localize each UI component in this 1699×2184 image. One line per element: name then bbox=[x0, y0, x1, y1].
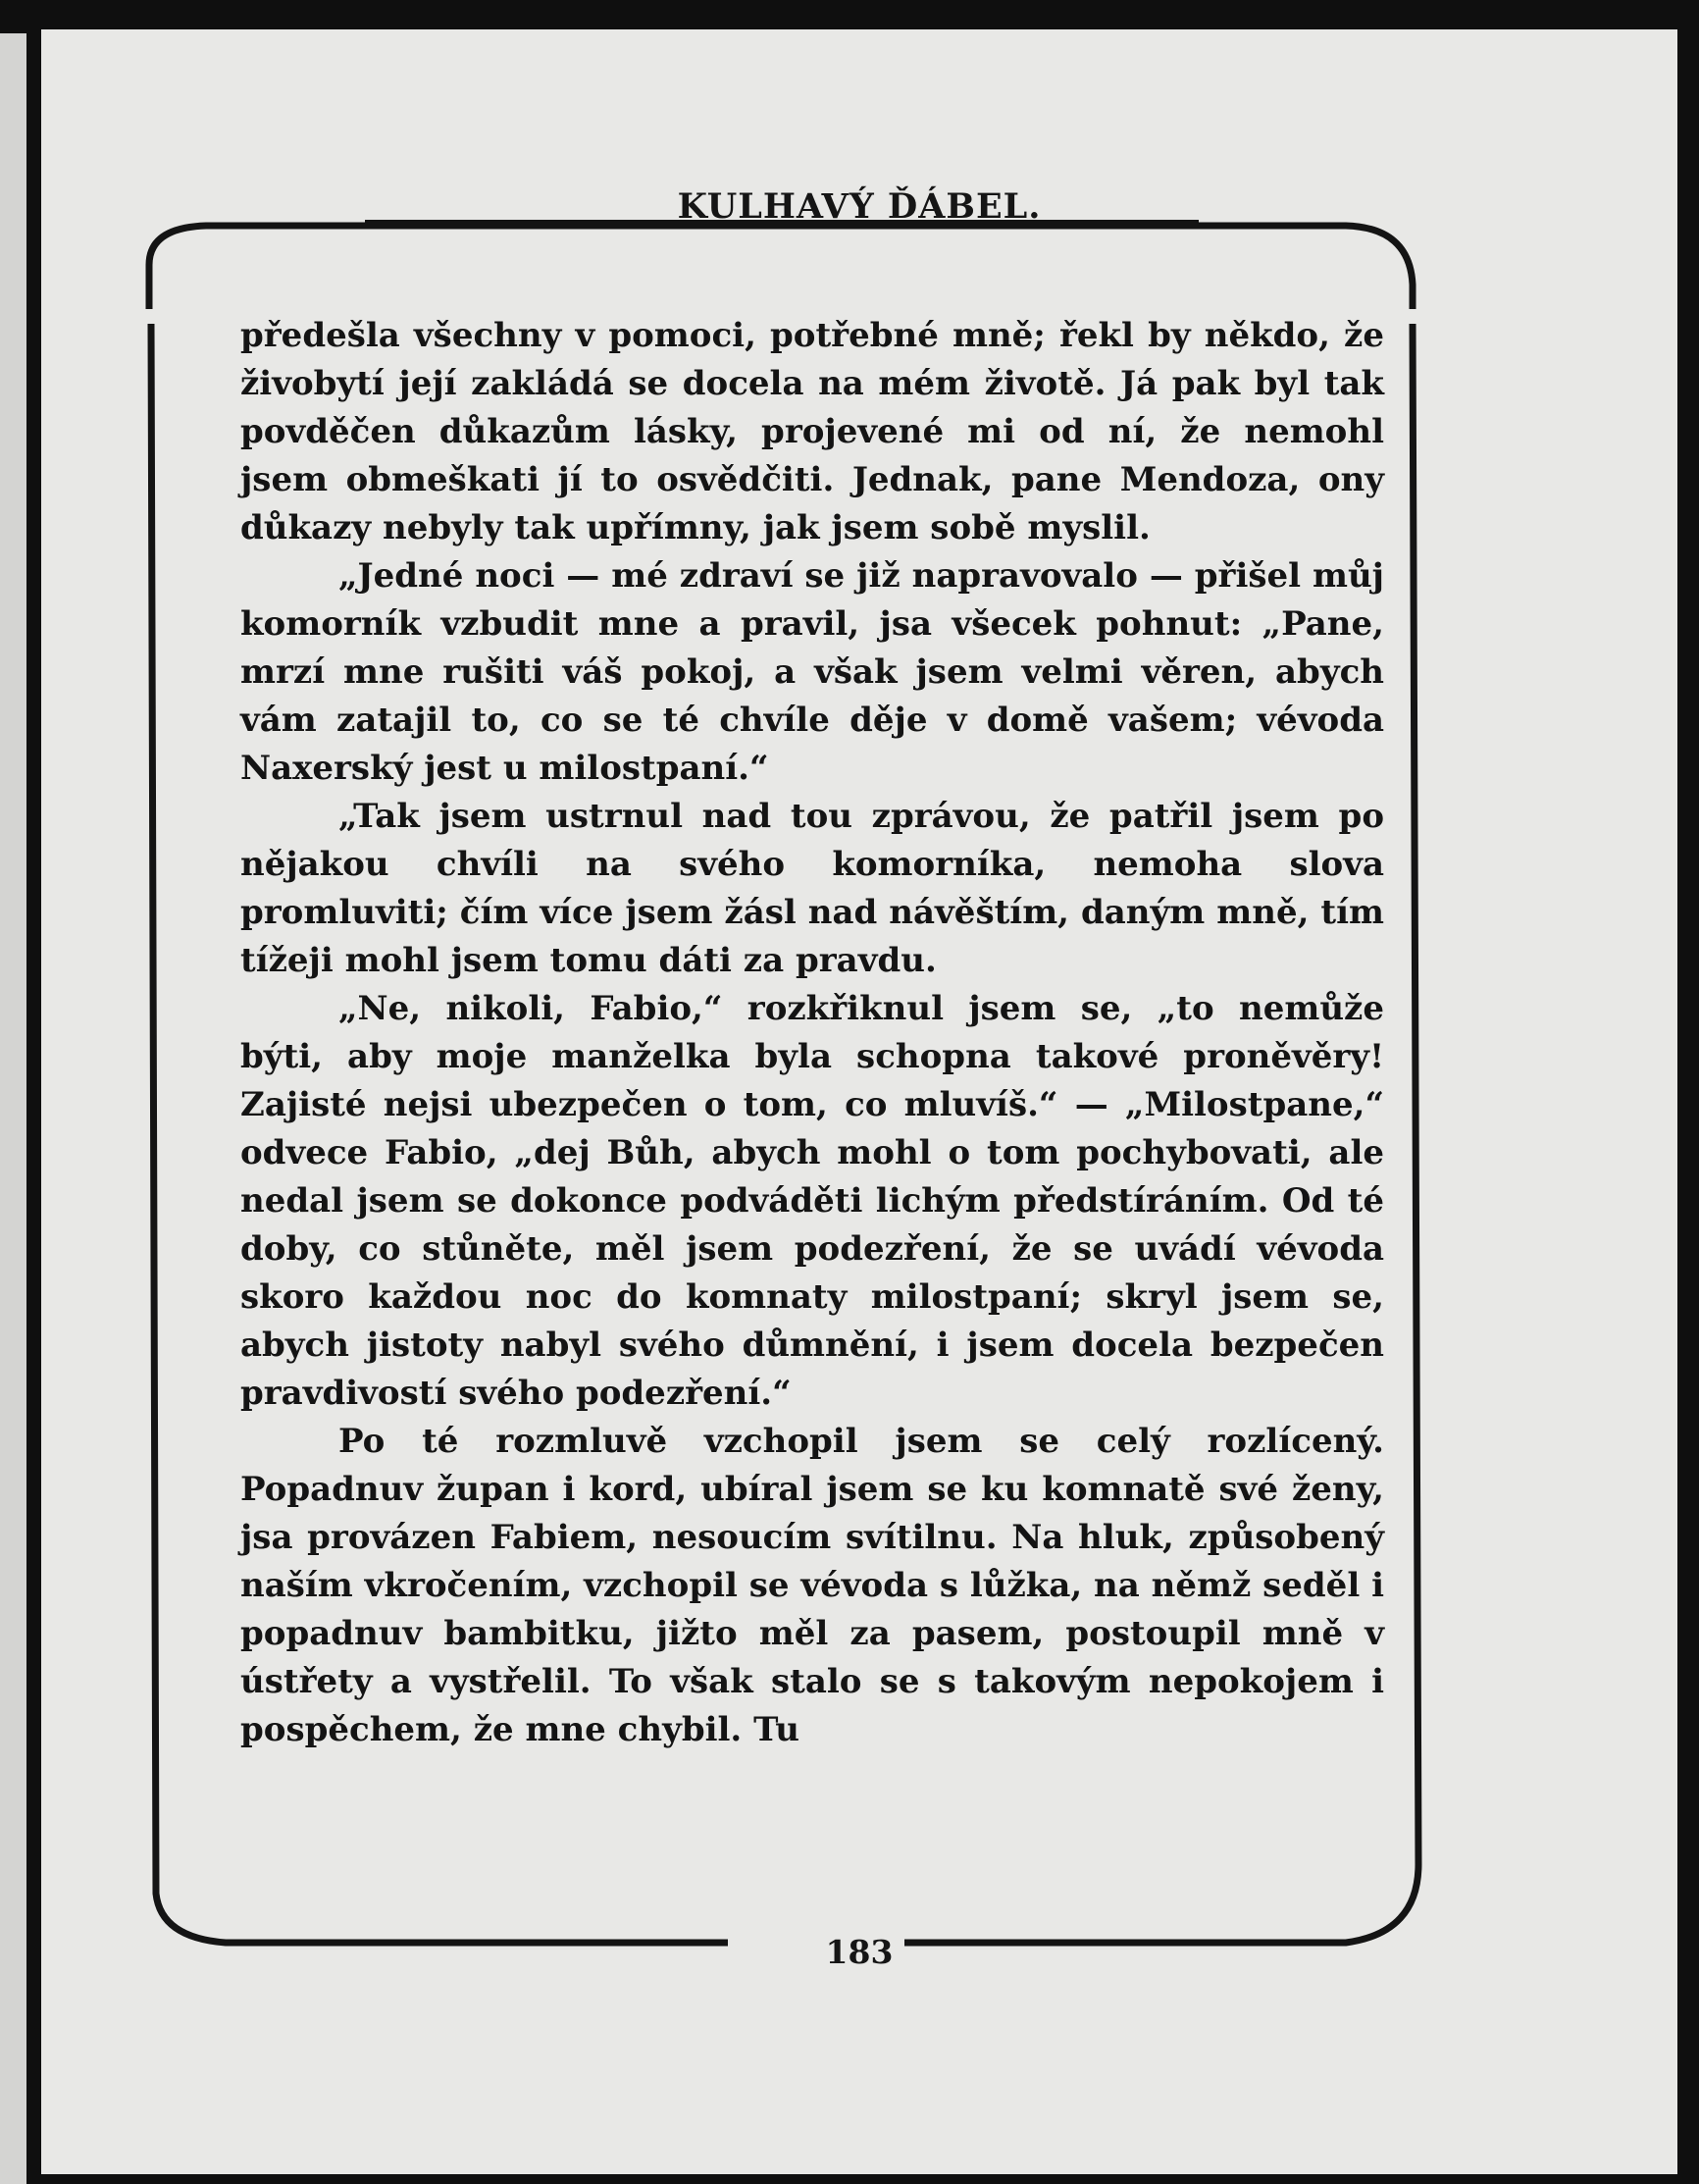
running-title: KULHAVÝ ĎÁBEL. bbox=[677, 186, 1042, 227]
body-text bbox=[240, 312, 1384, 1754]
paragraph: Po té rozmluvě vzchopil jsem se celý rozlícený. Popadnuv župan i kord, ubíral jsem se ku komnatě své ženy, jsa provázen Fabiem, nesoucím svítilnu. Na hluk, způsobený naším vkročením, vzchopil se vévoda s lůžka, na němž seděl i popadnuv bambitku, jižto měl za pasem, postoupil mně v ústřety a vystřelil. To však stalo se s takovým nepokojem i pospěchem, že mne chybil. Tu bbox=[240, 1422, 1384, 1749]
page-number-text: 183 bbox=[814, 1933, 905, 1971]
page-number bbox=[41, 1933, 1677, 1971]
frame-top-rule bbox=[149, 226, 1413, 309]
paragraph: „Jedné noci — mé zdraví se již napravovalo — přišel můj komorník vzbudit mne a pravil, jsa všecek pohnut: „Pane, mrzí mne rušiti váš pokoj, a však jsem velmi věren, abych vám zatajil to, co se té chvíle děje v domě vašem; vévoda Naxerský jest u milostpaní.“ bbox=[240, 556, 1384, 788]
paragraph: „Tak jsem ustrnul nad tou zprávou, že patřil jsem po nějakou chvíli na svého komorníka, nemoha slova promluviti; čím více jsem žásl nad návěštím, daným mně, tím tížeji mohl jsem tomu dáti za pravdu. bbox=[240, 797, 1384, 980]
adjacent-page-edge bbox=[0, 33, 26, 2184]
paragraph: předešla všechny v pomoci, potřebné mně; řekl by někdo, že živobytí její zakládá se docela na mém životě. Já pak byl tak povděčen důkazům lásky, projevené mi od ní, že nemohl jsem obmeškati jí to osvědčiti. Jednak, pane Mendoza, ony důkazy nebyly tak upřímny, jak jsem sobě myslil. bbox=[240, 316, 1384, 547]
paragraph: „Ne, nikoli, Fabio,“ rozkřiknul jsem se, „to nemůže býti, aby moje manželka byla schopna takové proněvěry! Zajisté nejsi ubezpečen o tom, co mluvíš.“ — „Milostpane,“ odvece Fabio, „dej Bůh, abych mohl o tom pochybovati, ale nedal jsem se dokonce podváděti lichým předstíráním. Od té doby, co stůněte, měl jsem podezření, že se uvádí vévoda skoro každou noc do komnaty milostpaní; skryl jsem se, abych jistoty nabyl svého důmnění, i jsem docela bezpečen pravdivostí svého podezření.“ bbox=[240, 989, 1384, 1413]
book-page bbox=[41, 29, 1677, 2174]
